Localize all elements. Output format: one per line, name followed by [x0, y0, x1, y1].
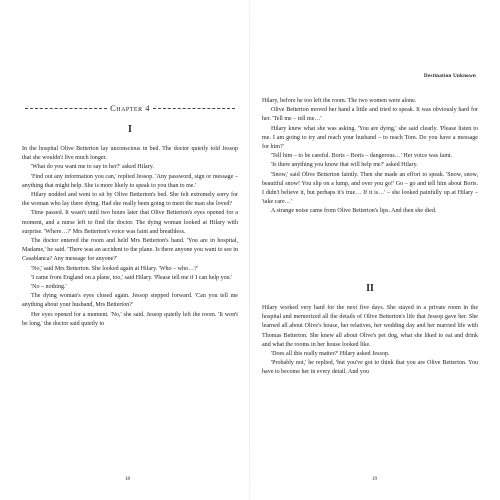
- chapter-rule-left: [25, 108, 107, 109]
- paragraph: The dying woman's eyes closed again. Jessop stepped forward. 'Can you tell me anything about your husband, Mrs Betterton?': [22, 293, 238, 309]
- running-head: Destination Unknown: [423, 73, 476, 79]
- paragraph: 'Probably not,' he replied, 'but you've got to think that you are Olive Betterton. You have to become her in every detail. And you: [262, 360, 478, 376]
- left-page-body: [22, 145, 238, 329]
- paragraph: 'What do you want me to say to her?' asked Hilary.: [31, 164, 154, 171]
- chapter-rule-right: [153, 108, 235, 109]
- section-number-ii: II: [366, 283, 374, 294]
- paragraph: 'Snow,' said Olive Betterton faintly. Then she made an effort to speak. 'Snow, snow, beautiful snow! You slip on a lump, and over you go!' Go – go and tell him about Boris. I didn't believe it, but perhaps it's true… If it is…' – she looked painfully up at Hilary – 'take care…': [262, 171, 478, 206]
- paragraph: Olive Betterton moved her hand a little and tried to speak. It was obviously hard for her. 'Tell me – tell me…': [262, 107, 478, 123]
- paragraph: 'Is there anything you know that will help me?' asked Hilary.: [271, 162, 418, 169]
- right-page-body-top: [262, 97, 478, 217]
- paragraph: 'Tell him – to be careful. Boris – Boris – dangerous…' Her voice was faint.: [271, 153, 453, 160]
- paragraph: Hilary, before he too left the room. The two women were alone.: [262, 98, 417, 104]
- page-number-right: 19: [372, 477, 377, 482]
- paragraph: Hilary nodded and went to sit by Olive Betterton's bed. She felt extremely sorry for the woman who lay there dying. Had she really been going to meet the man she loved?: [22, 192, 238, 208]
- page-number-left: 18: [125, 477, 130, 482]
- chapter-title: Chapter 4: [110, 103, 150, 113]
- right-page-body-bottom: [262, 304, 478, 378]
- paragraph: Hilary worked very hard for the next five days. She stayed in a private room in the hospital and memorized all the details of Olive Betterton's life that Jessop gave her. She learned all about Olive's house, her relatives, her wedding day and her married life with Thomas Betterton. She knew all about Olive's pet dog, what she liked to eat and drink and what the rooms in her house looked like.: [262, 305, 478, 348]
- paragraph: 'No,' said Mrs Betterton. She looked again at Hilary. 'Who – who…?': [31, 265, 198, 272]
- paragraph: 'I came from England on a plane, too,' said Hilary. 'Please tell me if I can help you.': [31, 274, 233, 281]
- paragraph: In the hospital Olive Betterton lay unconscious in bed. The doctor quietly told Jessop that she wouldn't live much longer.: [22, 146, 238, 162]
- paragraph: 'Does all this really matter?' Hilary asked Jessop.: [271, 351, 390, 358]
- paragraph: Her eyes opened for a moment. 'No,' she said. Jessop quietly left the room. 'It won't be long,' the doctor said quietly to: [22, 311, 238, 327]
- chapter-heading: [22, 103, 238, 113]
- paragraph: 'Find out any information you can,' replied Jessop. 'Any password, sign or message – anything that might help. She is more likely to speak to you than to me.': [22, 173, 238, 189]
- paragraph: A strange noise came from Olive Betterton's lips. And then she died.: [271, 208, 437, 215]
- paragraph: Time passed. It wasn't until two hours later that Olive Betterton's eyes opened for a moment, and a nurse left to find the doctor. The dying woman looked at Hilary with surprise. 'Where…?' Mrs Betterton's voice was faint and breathless.: [22, 210, 238, 235]
- section-number-i: I: [128, 124, 132, 135]
- paragraph: 'No – nothing.': [31, 284, 67, 291]
- paragraph: Hilary knew what she was asking. 'You are dying,' she said clearly. 'Please listen to me. I am going to try and reach your husband – to reach Tom. Do you have a message for him?': [262, 125, 478, 151]
- paragraph: The doctor entered the room and held Mrs Betterton's hand. 'You are in hospital, Madame,' he said. 'There was an accident to the plane. Is there anyone you want to see in Casablanca? Any message for anyone?': [22, 238, 238, 263]
